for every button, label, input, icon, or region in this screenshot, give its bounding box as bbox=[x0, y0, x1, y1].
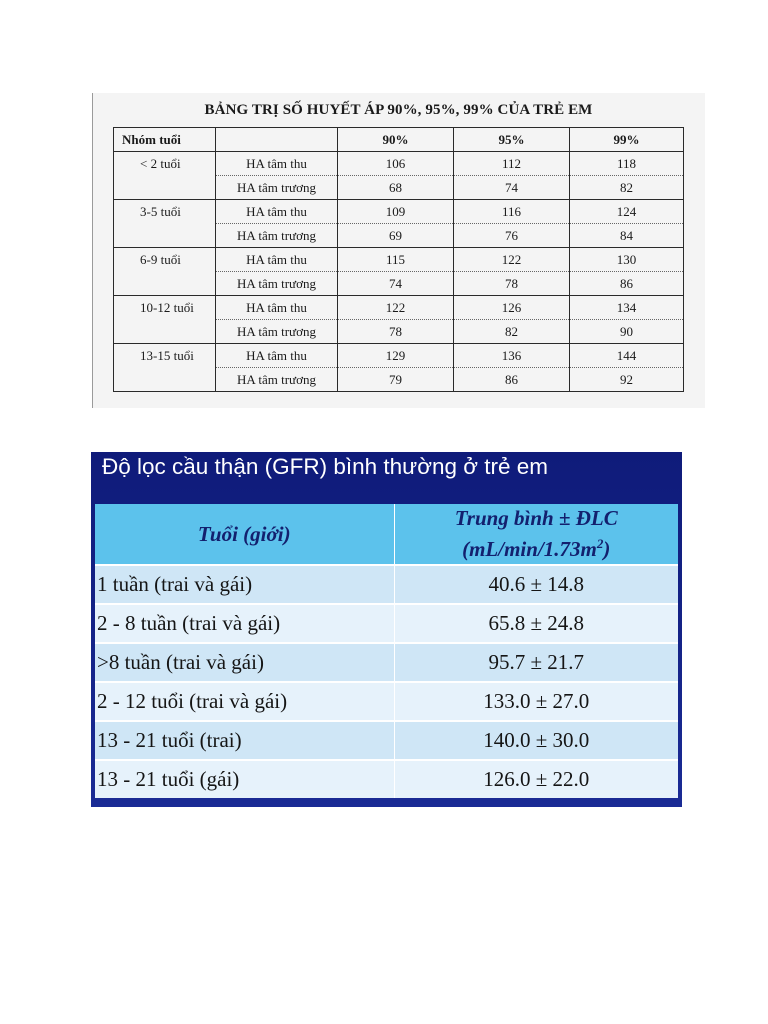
bp-value-cell: 92 bbox=[570, 368, 684, 392]
bp-age-group: 10-12 tuổi bbox=[114, 296, 216, 344]
bp-header-row bbox=[114, 128, 684, 152]
bp-row-systolic bbox=[114, 296, 684, 320]
bp-value-cell: 82 bbox=[570, 176, 684, 200]
bp-row-systolic bbox=[114, 200, 684, 224]
bp-measure-label: HA tâm thu bbox=[216, 296, 338, 320]
bp-value-cell: 129 bbox=[338, 344, 454, 368]
bp-value-cell: 124 bbox=[570, 200, 684, 224]
bp-measure-label: HA tâm trương bbox=[216, 320, 338, 344]
bp-value-cell: 78 bbox=[454, 272, 570, 296]
gfr-header-row bbox=[95, 504, 678, 565]
bp-row-systolic bbox=[114, 152, 684, 176]
gfr-header-age: Tuổi (giới) bbox=[95, 504, 394, 565]
panel-left-border bbox=[92, 93, 93, 408]
bp-table-panel bbox=[92, 93, 705, 408]
gfr-header-value bbox=[394, 504, 678, 565]
bp-measure-label: HA tâm thu bbox=[216, 200, 338, 224]
bp-value-cell: 118 bbox=[570, 152, 684, 176]
gfr-row bbox=[95, 682, 678, 721]
bp-value-cell: 116 bbox=[454, 200, 570, 224]
gfr-table bbox=[95, 504, 678, 798]
header-99: 99% bbox=[570, 128, 684, 152]
bp-value-cell: 144 bbox=[570, 344, 684, 368]
gfr-age-cell: 2 - 8 tuần (trai và gái) bbox=[95, 604, 394, 643]
gfr-header-value-sup: 2 bbox=[596, 536, 604, 551]
bp-measure-label: HA tâm trương bbox=[216, 176, 338, 200]
bp-value-cell: 106 bbox=[338, 152, 454, 176]
header-measure bbox=[216, 128, 338, 152]
header-90: 90% bbox=[338, 128, 454, 152]
gfr-age-cell: 2 - 12 tuổi (trai và gái) bbox=[95, 682, 394, 721]
gfr-header-value-end: ) bbox=[603, 537, 611, 561]
gfr-row bbox=[95, 721, 678, 760]
gfr-age-cell: 13 - 21 tuổi (gái) bbox=[95, 760, 394, 798]
gfr-slide bbox=[91, 452, 682, 807]
gfr-value-cell: 65.8 ± 24.8 bbox=[394, 604, 678, 643]
gfr-title: Độ lọc cầu thận (GFR) bình thường ở trẻ em bbox=[102, 454, 549, 479]
bp-age-group: 3-5 tuổi bbox=[114, 200, 216, 248]
bp-value-cell: 78 bbox=[338, 320, 454, 344]
bp-value-cell: 90 bbox=[570, 320, 684, 344]
bp-value-cell: 86 bbox=[570, 272, 684, 296]
bp-measure-label: HA tâm thu bbox=[216, 152, 338, 176]
bp-value-cell: 79 bbox=[338, 368, 454, 392]
bp-value-cell: 126 bbox=[454, 296, 570, 320]
gfr-row bbox=[95, 565, 678, 604]
bp-age-group: < 2 tuổi bbox=[114, 152, 216, 200]
bp-measure-label: HA tâm trương bbox=[216, 368, 338, 392]
bp-value-cell: 136 bbox=[454, 344, 570, 368]
bp-measure-label: HA tâm thu bbox=[216, 344, 338, 368]
gfr-row bbox=[95, 760, 678, 798]
bp-value-cell: 82 bbox=[454, 320, 570, 344]
bp-value-cell: 68 bbox=[338, 176, 454, 200]
bp-value-cell: 74 bbox=[454, 176, 570, 200]
bp-row-systolic bbox=[114, 344, 684, 368]
gfr-value-cell: 140.0 ± 30.0 bbox=[394, 721, 678, 760]
bp-value-cell: 112 bbox=[454, 152, 570, 176]
bp-row-systolic bbox=[114, 248, 684, 272]
bp-value-cell: 69 bbox=[338, 224, 454, 248]
bp-value-cell: 122 bbox=[454, 248, 570, 272]
gfr-value-cell: 95.7 ± 21.7 bbox=[394, 643, 678, 682]
gfr-age-cell: 1 tuần (trai và gái) bbox=[95, 565, 394, 604]
gfr-row bbox=[95, 643, 678, 682]
bp-value-cell: 86 bbox=[454, 368, 570, 392]
bp-value-cell: 109 bbox=[338, 200, 454, 224]
gfr-header-value-line2: (mL/min/1.73m bbox=[462, 537, 597, 561]
bp-table-title: BẢNG TRỊ SỐ HUYẾT ÁP 90%, 95%, 99% CỦA TRẺ EM bbox=[204, 102, 593, 118]
header-age-group: Nhóm tuổi bbox=[114, 128, 216, 152]
gfr-value-cell: 40.6 ± 14.8 bbox=[394, 565, 678, 604]
bp-age-group: 6-9 tuổi bbox=[114, 248, 216, 296]
bp-value-cell: 130 bbox=[570, 248, 684, 272]
bp-measure-label: HA tâm trương bbox=[216, 272, 338, 296]
bp-value-cell: 115 bbox=[338, 248, 454, 272]
gfr-header-value-line1: Trung bình ± ĐLC bbox=[454, 506, 618, 530]
gfr-value-cell: 133.0 ± 27.0 bbox=[394, 682, 678, 721]
gfr-value-cell: 126.0 ± 22.0 bbox=[394, 760, 678, 798]
bp-value-cell: 84 bbox=[570, 224, 684, 248]
bp-value-cell: 134 bbox=[570, 296, 684, 320]
bp-value-cell: 76 bbox=[454, 224, 570, 248]
bp-table bbox=[113, 127, 684, 392]
gfr-row bbox=[95, 604, 678, 643]
bp-measure-label: HA tâm trương bbox=[216, 224, 338, 248]
bp-value-cell: 122 bbox=[338, 296, 454, 320]
gfr-age-cell: 13 - 21 tuổi (trai) bbox=[95, 721, 394, 760]
gfr-age-cell: >8 tuần (trai và gái) bbox=[95, 643, 394, 682]
header-95: 95% bbox=[454, 128, 570, 152]
bp-age-group: 13-15 tuổi bbox=[114, 344, 216, 392]
bp-measure-label: HA tâm thu bbox=[216, 248, 338, 272]
bp-value-cell: 74 bbox=[338, 272, 454, 296]
